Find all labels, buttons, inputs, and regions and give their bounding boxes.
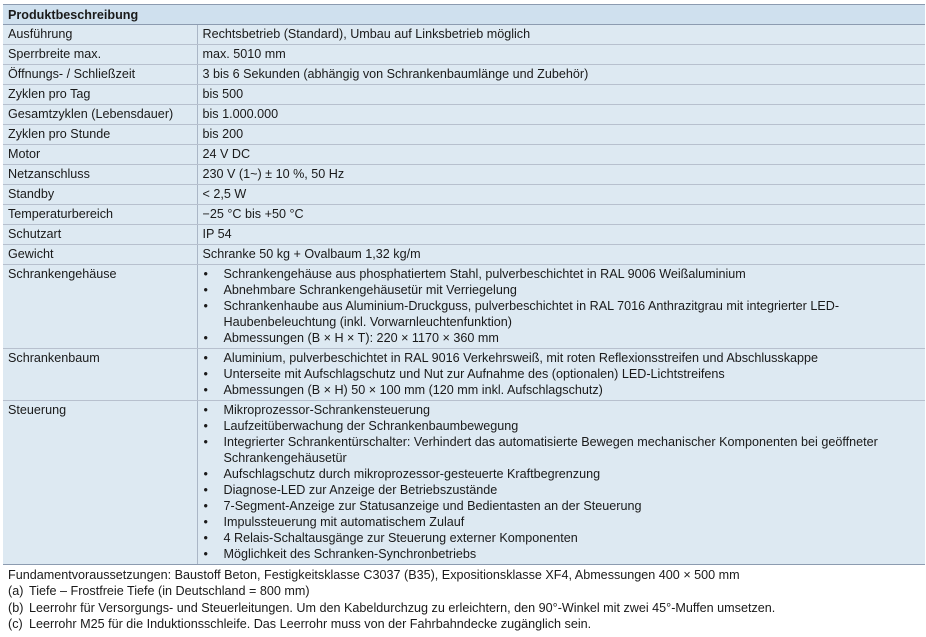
table-row xyxy=(3,185,925,205)
row-label: Schrankenbaum xyxy=(3,349,197,401)
row-label: Schrankengehäuse xyxy=(3,265,197,349)
footnote-text: Leerrohr für Versorgungs- und Steuerleitungen. Um den Kabeldurchzug zu erleichtern, den 90°-Winkel mit zwei 45°-Muffen umsetzen. xyxy=(29,600,776,615)
row-label: Zyklen pro Tag xyxy=(3,85,197,105)
footnote-key: (b) xyxy=(8,600,24,615)
row-label: Ausführung xyxy=(3,25,197,45)
row-value: IP 54 xyxy=(197,225,925,245)
footnote-c xyxy=(8,616,925,632)
row-label: Standby xyxy=(3,185,197,205)
row-value: max. 5010 mm xyxy=(197,45,925,65)
row-value-list xyxy=(197,401,925,565)
product-description-table xyxy=(3,4,925,565)
row-label: Steuerung xyxy=(3,401,197,565)
table-row xyxy=(3,105,925,125)
list-item: • Diagnose-LED zur Anzeige der Betriebszustände xyxy=(203,482,922,498)
list-item: • Möglichkeit des Schranken-Synchronbetriebs xyxy=(203,546,922,562)
table-row xyxy=(3,65,925,85)
footnote-b xyxy=(8,600,925,616)
list-item: • Unterseite mit Aufschlagschutz und Nut zur Aufnahme des (optionalen) LED-Lichtstreifens xyxy=(203,366,922,382)
list-item: • 7-Segment-Anzeige zur Statusanzeige und Bedientasten an der Steuerung xyxy=(203,498,922,514)
row-value-list xyxy=(197,349,925,401)
table-row xyxy=(3,165,925,185)
row-label: Gesamtzyklen (Lebensdauer) xyxy=(3,105,197,125)
table-row xyxy=(3,45,925,65)
bullet-list xyxy=(203,350,922,398)
list-item: • Impulssteuerung mit automatischem Zulauf xyxy=(203,514,922,530)
footnote-key: (a) xyxy=(8,584,24,599)
row-value: bis 200 xyxy=(197,125,925,145)
table-row xyxy=(3,225,925,245)
footnote-text: Tiefe – Frostfreie Tiefe (in Deutschland = 800 mm) xyxy=(29,584,310,599)
list-item: • Mikroprozessor-Schrankensteuerung xyxy=(203,402,922,418)
row-label: Gewicht xyxy=(3,245,197,265)
list-item: • Aluminium, pulverbeschichtet in RAL 9016 Verkehrsweiß, mit roten Reflexionsstreifen und Abschlusskappe xyxy=(203,350,922,366)
bullet-list xyxy=(203,266,922,346)
row-value-list xyxy=(197,265,925,349)
table-header-row xyxy=(3,5,925,25)
table-row xyxy=(3,125,925,145)
list-item: • Aufschlagschutz durch mikroprozessor-gesteuerte Kraftbegrenzung xyxy=(203,466,922,482)
row-label: Öffnungs- / Schließzeit xyxy=(3,65,197,85)
table-row xyxy=(3,245,925,265)
table-title: Produktbeschreibung xyxy=(3,5,925,25)
footnote-key: (c) xyxy=(8,616,23,631)
list-item: • 4 Relais-Schaltausgänge zur Steuerung externer Komponenten xyxy=(203,530,922,546)
row-label: Sperrbreite max. xyxy=(3,45,197,65)
footnote-a xyxy=(8,583,925,599)
list-item: • Schrankengehäuse aus phosphatiertem Stahl, pulverbeschichtet in RAL 9006 Weißaluminium xyxy=(203,266,922,282)
table-row-housing xyxy=(3,265,925,349)
row-label: Schutzart xyxy=(3,225,197,245)
table-row xyxy=(3,205,925,225)
row-value: 24 V DC xyxy=(197,145,925,165)
row-label: Netzanschluss xyxy=(3,165,197,185)
table-row-boom xyxy=(3,349,925,401)
row-value: bis 1.000.000 xyxy=(197,105,925,125)
row-label: Temperaturbereich xyxy=(3,205,197,225)
list-item: • Laufzeitüberwachung der Schrankenbaumbewegung xyxy=(203,418,922,434)
table-row xyxy=(3,85,925,105)
list-item: • Abmessungen (B × H) 50 × 100 mm (120 mm inkl. Aufschlagschutz) xyxy=(203,382,922,398)
row-value: < 2,5 W xyxy=(197,185,925,205)
product-description-sheet xyxy=(3,4,925,632)
table-row xyxy=(3,145,925,165)
row-label: Zyklen pro Stunde xyxy=(3,125,197,145)
row-value: bis 500 xyxy=(197,85,925,105)
list-item: • Integrierter Schrankentürschalter: Verhindert das automatisierte Bewegen mechanischer Komponenten bei geöffneter Schrankengehäusetür xyxy=(203,434,922,466)
footnotes xyxy=(3,567,925,632)
table-row-control xyxy=(3,401,925,565)
row-value: −25 °C bis +50 °C xyxy=(197,205,925,225)
list-item: • Abmessungen (B × H × T): 220 × 1170 × 360 mm xyxy=(203,330,922,346)
footnote-text: Leerrohr M25 für die Induktionsschleife. Das Leerrohr muss von der Fahrbahndecke zugänglich sein. xyxy=(29,616,592,631)
table-row xyxy=(3,25,925,45)
row-value: Rechtsbetrieb (Standard), Umbau auf Linksbetrieb möglich xyxy=(197,25,925,45)
row-value: Schranke 50 kg + Ovalbaum 1,32 kg/m xyxy=(197,245,925,265)
list-item: • Schrankenhaube aus Aluminium-Druckguss, pulverbeschichtet in RAL 7016 Anthrazitgrau mit integrierter LED-Haubenbeleuchtung (inkl. Vorwarnleuchtenfunktion) xyxy=(203,298,922,330)
foundation-note: Fundamentvoraussetzungen: Baustoff Beton, Festigkeitsklasse C3037 (B35), Expositionsklasse XF4, Abmessungen 400 × 500 mm xyxy=(8,568,740,582)
row-value: 3 bis 6 Sekunden (abhängig von Schrankenbaumlänge und Zubehör) xyxy=(197,65,925,85)
row-label: Motor xyxy=(3,145,197,165)
bullet-list xyxy=(203,402,922,562)
row-value: 230 V (1~) ± 10 %, 50 Hz xyxy=(197,165,925,185)
list-item: • Abnehmbare Schrankengehäusetür mit Verriegelung xyxy=(203,282,922,298)
